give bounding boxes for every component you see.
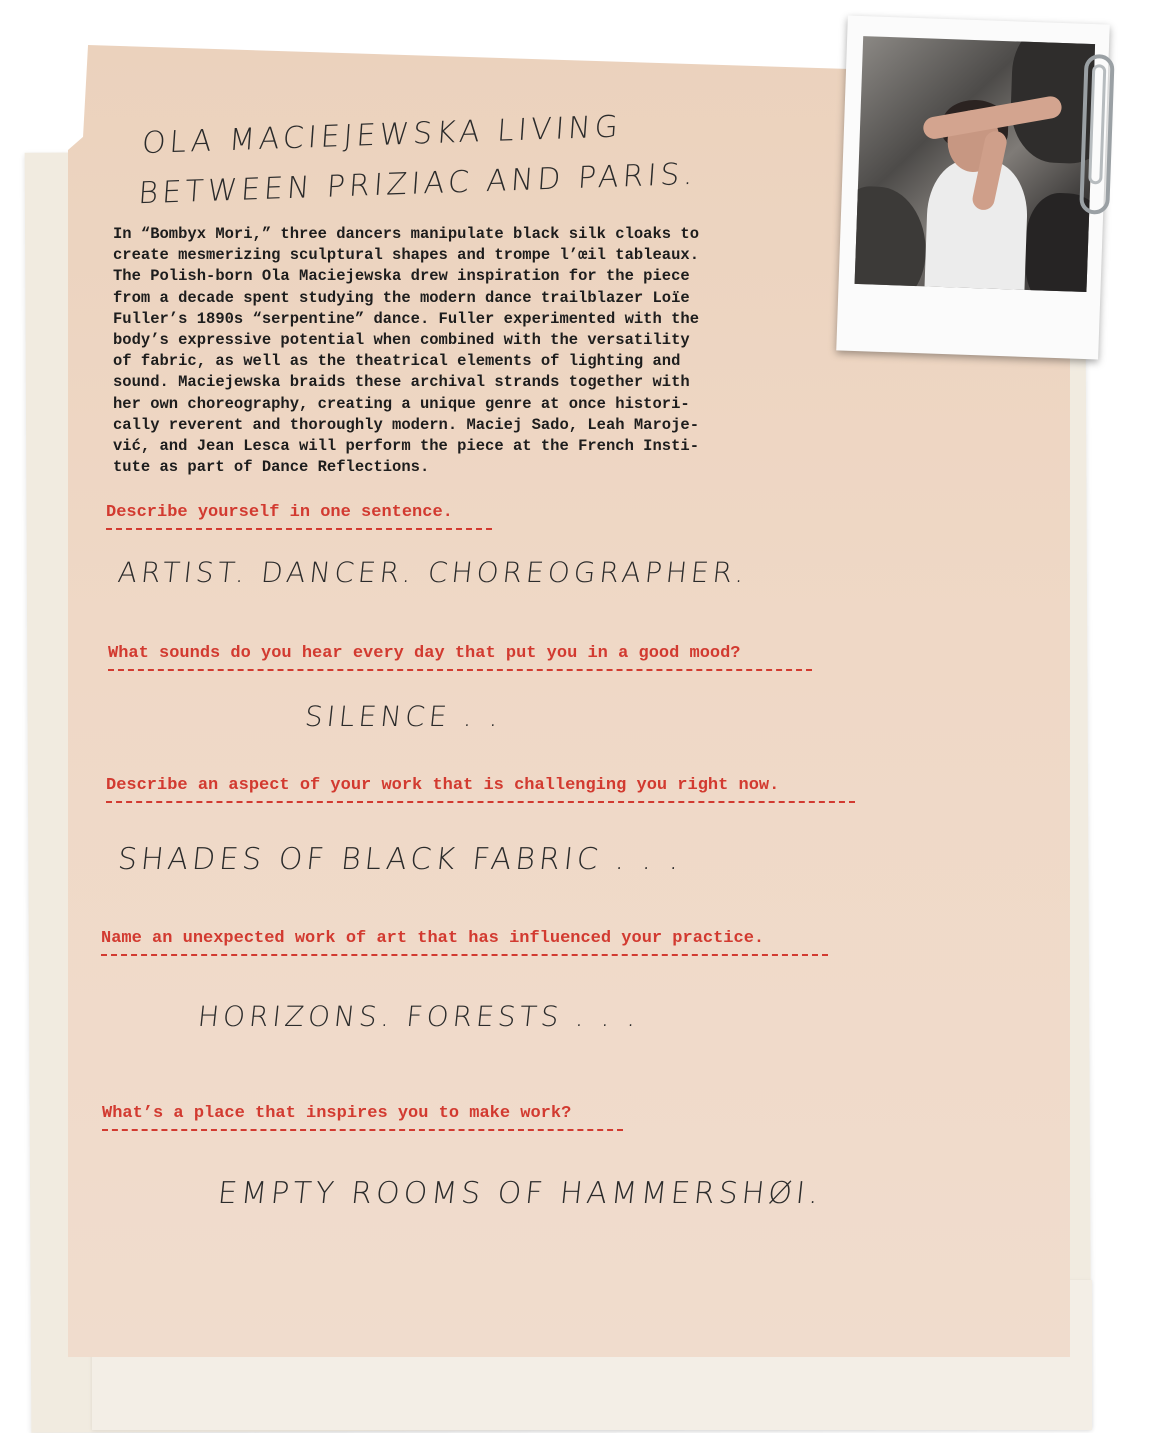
question-1-rule <box>106 528 492 530</box>
question-4-rule <box>101 954 828 956</box>
answer-4: HORIZONS. FORESTS . . . <box>196 1000 642 1033</box>
question-2-text: What sounds do you hear every day that put you in a good mood? <box>108 644 741 663</box>
question-5 <box>102 1104 623 1131</box>
question-4 <box>101 929 828 956</box>
answer-1: ARTIST. DANCER. CHOREOGRAPHER. <box>116 556 750 589</box>
question-5-rule <box>102 1129 623 1131</box>
intro-paragraph: In “Bombyx Mori,” three dancers manipulate black silk cloaks to create mesmerizing sculptural shapes and trompe l’œil tableaux. The Polish-born Ola Maciejewska drew inspiration for the piece from a decade spent studying the modern dance trailblazer Loïe Fuller’s 1890s “serpentine” dance. Fuller experimented with the body’s expressive potential when combined with the versatility of fabric, as well as the theatrical elements of lighting and sound. Maciejewska braids these archival strands together with her own choreography, creating a unique genre at once histori- cally reverent and thoroughly modern. Maciej Sado, Leah Maroje- vić, and Jean Lesca will perform the piece at the French Insti- tute as part of Dance Reflections. <box>113 225 699 477</box>
answer-3: SHADES OF BLACK FABRIC . . . <box>116 842 685 877</box>
question-1-text: Describe yourself in one sentence. <box>106 503 453 522</box>
answer-5: EMPTY ROOMS OF HAMMERSHØI. <box>216 1176 825 1211</box>
question-1 <box>106 503 492 530</box>
question-2 <box>108 644 812 671</box>
question-2-rule <box>108 669 812 671</box>
paperclip-icon <box>1079 54 1115 215</box>
polaroid-photo <box>836 16 1110 360</box>
paperclip-inner <box>1088 64 1106 184</box>
answer-2: SILENCE . . <box>303 700 504 733</box>
question-3-rule <box>106 801 855 803</box>
question-4-text: Name an unexpected work of art that has influenced your practice. <box>101 929 765 948</box>
rock-shape <box>855 185 928 292</box>
handwritten-title: OLA MACIEJEWSKA LIVING BETWEEN PRIZIAC AND PARIS. <box>137 109 699 212</box>
question-5-text: What’s a place that inspires you to make work? <box>102 1104 572 1123</box>
portrait-photo-icon <box>855 36 1096 292</box>
question-3-text: Describe an aspect of your work that is challenging you right now. <box>106 776 780 795</box>
question-3 <box>106 776 855 803</box>
